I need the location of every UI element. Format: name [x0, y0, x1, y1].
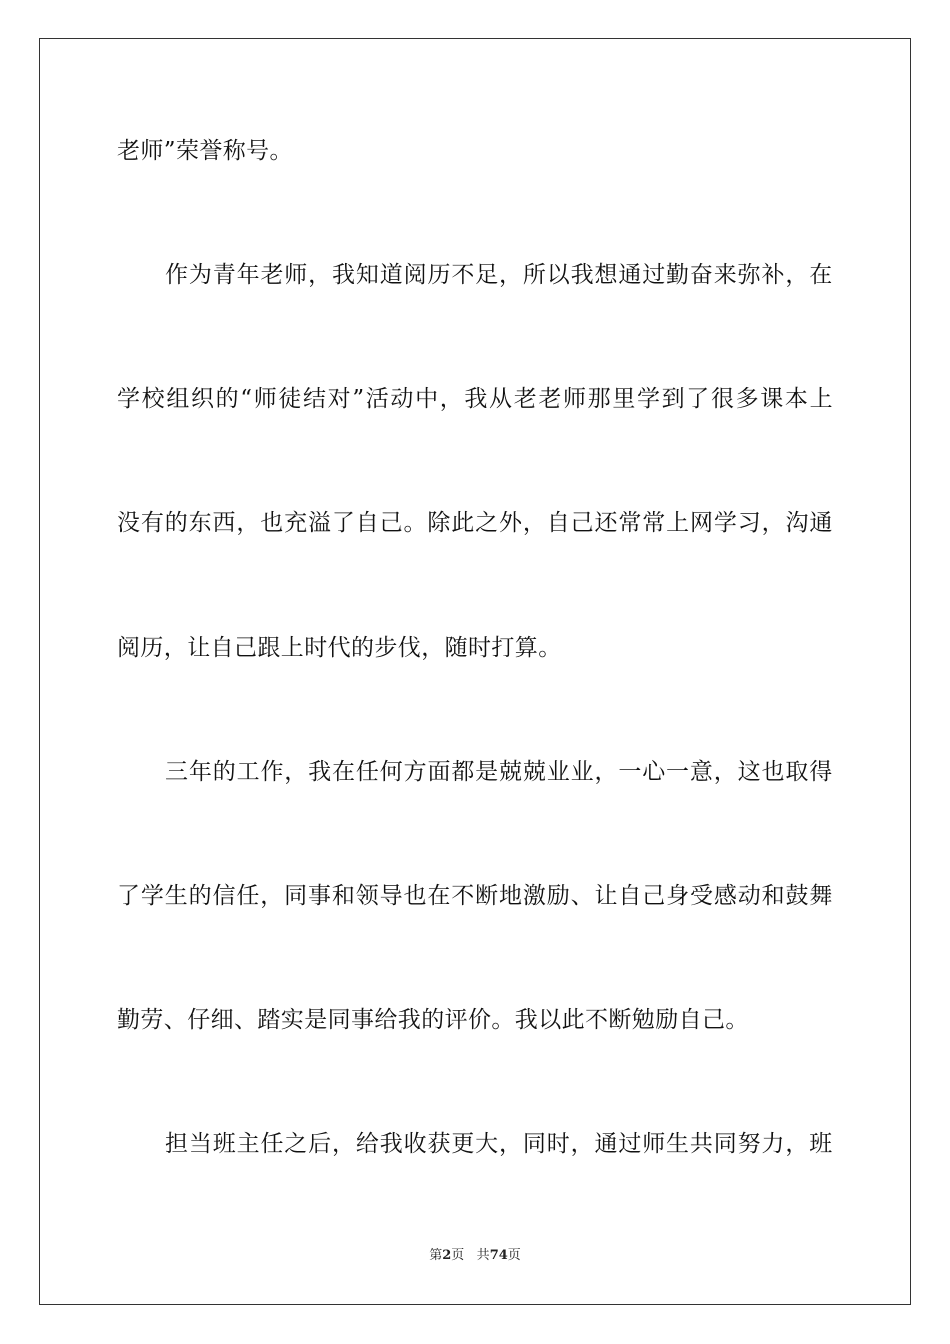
page-number: 2: [442, 1248, 452, 1263]
page-suffix: 页: [451, 1248, 465, 1263]
total-prefix: 共: [476, 1248, 490, 1263]
text-line-8: 勤劳、仔细、踏实是同事给我的评价。我以此不断勉励自己。: [117, 1007, 749, 1033]
text-line-4: 没 有 的 东 西 ， 也 充 溢 了 自 己 。 除 此 之 外 ， 自 己 还 常 常 上 网 学 习 ， 沟 通: [117, 510, 833, 536]
total-pages: 74: [489, 1248, 508, 1263]
page-footer: [0, 1247, 950, 1265]
text-line-5: 阅历，让自己跟上时代的步伐，随时打算。: [117, 635, 562, 661]
page-border: [39, 38, 911, 1305]
text-line-9: 担 当 班 主 任 之 后 ， 给 我 收 获 更 大 ， 同 时 ， 通 过 师 生 共 同 努 力 ， 班: [165, 1131, 833, 1157]
text-line-7: 了 学 生 的 信 任 ， 同 事 和 领 导 也 在 不 断 地 激 励 、 让 自 己 身 受 感 动 和 鼓 舞: [117, 883, 833, 909]
text-line-3: 学 校 组 织 的 “ 师 徒 结 对 ” 活 动 中 ， 我 从 老 老 师 那 里 学 到 了 很 多 课 本 上: [117, 386, 833, 412]
total-suffix: 页: [507, 1248, 521, 1263]
text-line-6: 三 年 的 工 作 ， 我 在 任 何 方 面 都 是 兢 兢 业 业 ， 一 心 一 意 ， 这 也 取 得: [165, 759, 833, 785]
text-line-2: 作 为 青 年 老 师 ， 我 知 道 阅 历 不 足 ， 所 以 我 想 通 过 勤 奋 来 弥 补 ， 在: [165, 262, 833, 288]
page-prefix: 第: [429, 1248, 443, 1263]
text-line-1: 老师”荣誉称号。: [117, 138, 293, 164]
